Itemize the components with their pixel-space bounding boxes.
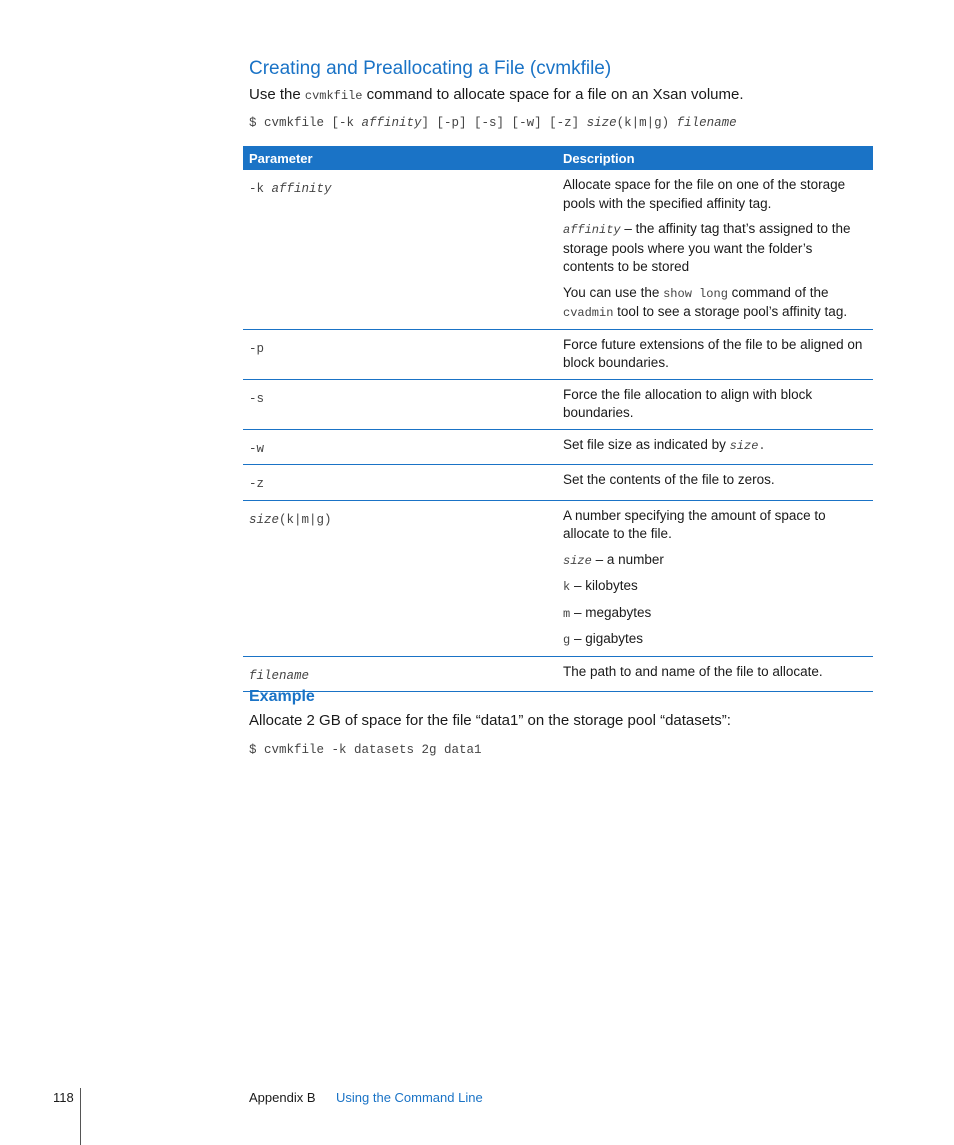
intro-command-code: cvmkfile <box>304 89 363 103</box>
syntax-filename: filename <box>676 116 737 130</box>
intro-text-before: Use the <box>249 86 305 103</box>
description-fragment: – kilobytes <box>570 578 638 593</box>
inline-code: size <box>563 553 592 568</box>
syntax-affinity: affinity <box>361 116 422 130</box>
description-cell: Set the contents of the file to zeros. <box>557 465 873 501</box>
description-fragment: – megabytes <box>570 604 652 620</box>
intro-text-after: command to allocate space for a file on an Xsan volume. <box>362 86 744 103</box>
table-row <box>243 329 873 379</box>
param-cell <box>243 500 557 656</box>
syntax-part: (k|m|g) <box>616 116 677 130</box>
description-fragment: tool to see a storage pool’s affinity tag. <box>613 304 848 319</box>
description-cell <box>557 170 873 329</box>
description-text: A number specifying the amount of space to allocate to the file. <box>563 507 826 541</box>
page-number: 118 <box>53 1090 74 1105</box>
description-text <box>563 220 867 277</box>
param-cell <box>243 465 557 501</box>
param-cell <box>243 379 557 429</box>
table-row <box>243 379 873 429</box>
description-text <box>563 630 867 650</box>
inline-code: show long <box>663 286 728 301</box>
inline-code: g <box>563 633 571 647</box>
param-cell <box>243 170 557 329</box>
description-fragment: command of the <box>727 284 829 300</box>
example-text: Allocate 2 GB of space for the file “data1” on the storage pool “datasets”: <box>249 712 731 729</box>
table-row <box>243 500 873 656</box>
description-text <box>563 604 867 624</box>
description-fragment: Set file size as indicated by <box>563 436 730 452</box>
command-syntax <box>249 116 737 130</box>
footer-chapter-link[interactable]: Using the Command Line <box>336 1090 483 1105</box>
param-flag: -p <box>249 341 265 356</box>
description-fragment: – gigabytes <box>570 631 644 646</box>
inline-code: cvadmin <box>563 306 614 320</box>
param-arg: size <box>249 512 280 527</box>
intro-paragraph <box>249 86 744 103</box>
description-cell: Force future extensions of the file to be aligned on block boundaries. <box>557 329 873 379</box>
param-arg: filename <box>249 668 310 683</box>
param-cell <box>243 429 557 465</box>
param-flag: -z <box>249 477 265 491</box>
inline-code: k <box>563 580 571 594</box>
table-row <box>243 656 873 692</box>
description-cell: The path to and name of the file to allocate. <box>557 656 873 692</box>
example-heading: Example <box>249 688 315 705</box>
syntax-part: ] [-p] [-s] [-w] [-z] <box>421 116 587 130</box>
description-fragment: . <box>758 438 766 453</box>
header-description: Description <box>557 146 873 170</box>
inline-code: affinity <box>563 223 621 237</box>
description-text <box>563 284 867 323</box>
description-text <box>563 551 867 571</box>
description-text <box>563 577 867 597</box>
description-cell: Force the file allocation to align with block boundaries. <box>557 379 873 429</box>
param-cell <box>243 329 557 379</box>
page-title: Creating and Preallocating a File (cvmkfile) <box>249 58 612 79</box>
description-fragment: – a number <box>591 551 664 567</box>
description-text: Allocate space for the file on one of the storage pools with the specified affinity tag. <box>563 177 846 211</box>
param-flag: -s <box>249 391 265 406</box>
table-header-row <box>243 146 873 170</box>
inline-code: m <box>563 606 571 621</box>
table-row <box>243 429 873 465</box>
param-flag: -k <box>249 182 272 196</box>
description-fragment: You can use the <box>563 284 664 300</box>
syntax-size: size <box>586 116 617 130</box>
inline-code: size <box>729 438 759 453</box>
example-code: $ cvmkfile -k datasets 2g data1 <box>249 743 482 757</box>
description-cell <box>557 429 873 465</box>
footer-appendix-label: Appendix B <box>249 1090 316 1105</box>
header-parameter: Parameter <box>243 146 557 170</box>
syntax-part: $ cvmkfile [-k <box>249 116 362 130</box>
parameter-table <box>243 146 873 692</box>
param-cell <box>243 656 557 692</box>
description-fragment: – the affinity tag that’s assigned to the storage pools where you want the folder’s contents to be stored <box>563 221 851 274</box>
description-cell <box>557 500 873 656</box>
param-units: (k|m|g) <box>279 512 332 527</box>
param-flag: -w <box>249 441 265 456</box>
table-row <box>243 170 873 329</box>
param-arg: affinity <box>271 182 332 196</box>
table-row <box>243 465 873 501</box>
footer-divider <box>80 1088 81 1145</box>
